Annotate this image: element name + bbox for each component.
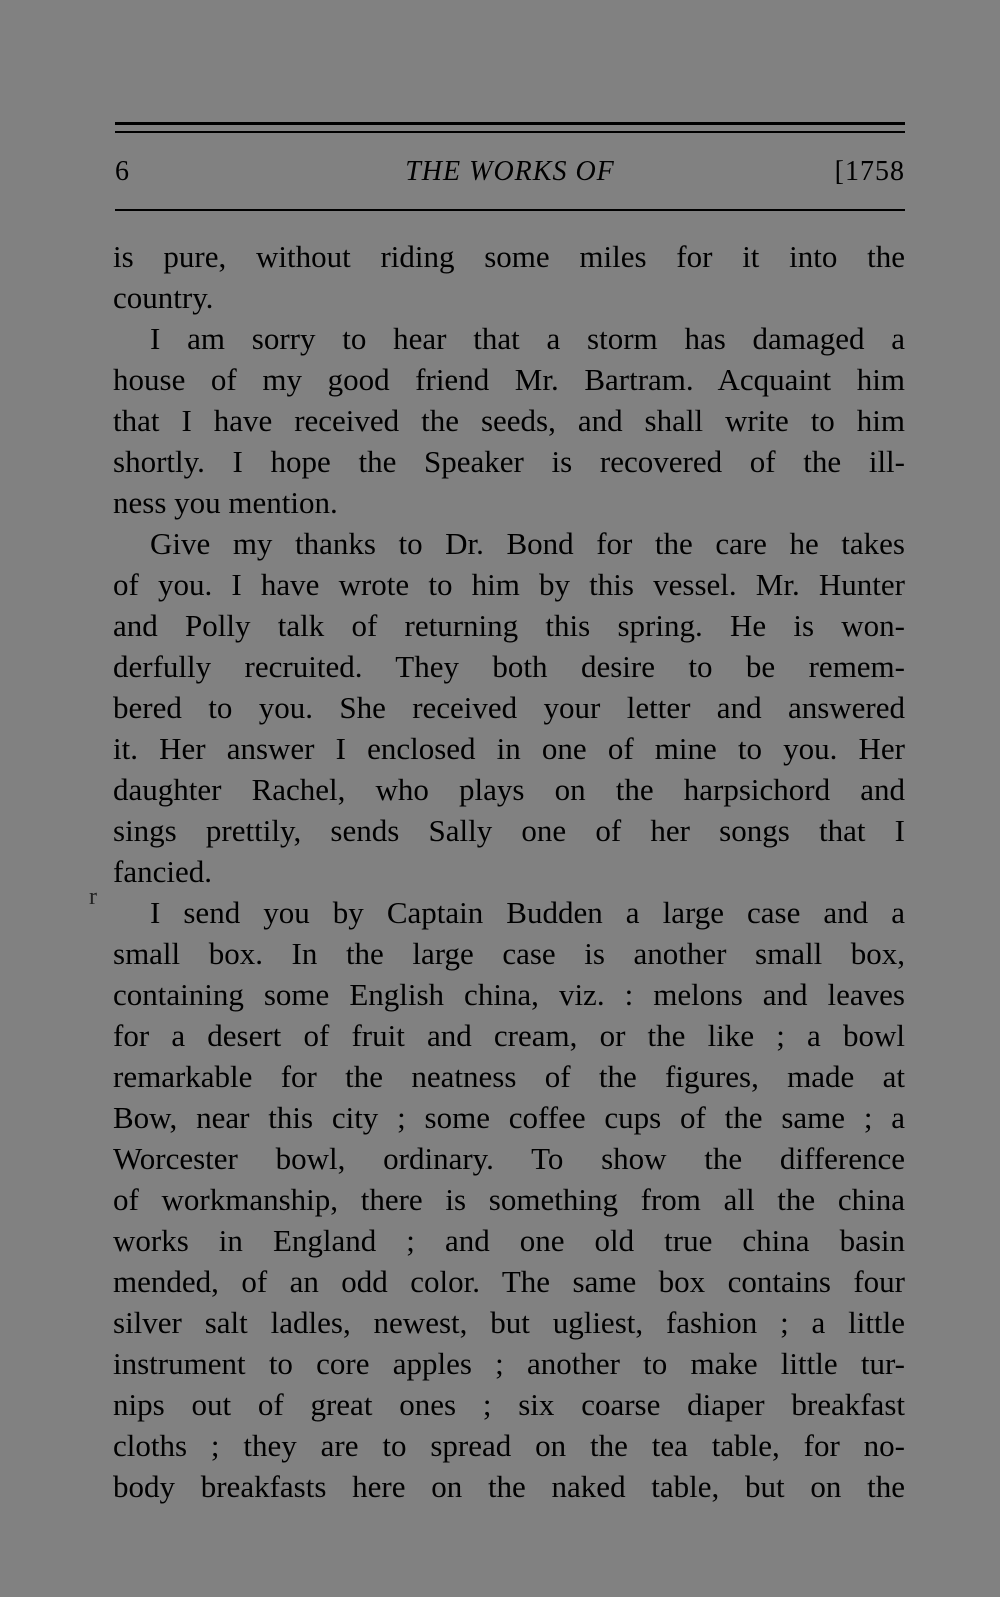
running-header [115, 152, 905, 192]
text-line: it. Her answer I enclosed in one of mine to you. Her [113, 731, 905, 766]
text-line: I send you by Captain Budden a large case and a [150, 895, 905, 930]
text-line: Worcester bowl, ordinary. To show the difference [113, 1141, 905, 1176]
page-number: 6 [115, 156, 129, 187]
text-line: fancied. [113, 854, 212, 889]
top-rule-thin [115, 131, 905, 133]
text-line: shortly. I hope the Speaker is recovered of the ill- [113, 444, 905, 479]
text-line: Bow, near this city ; some coffee cups of the same ; a [113, 1100, 905, 1135]
text-line: I am sorry to hear that a storm has damaged a [150, 321, 905, 356]
text-line: Give my thanks to Dr. Bond for the care he takes [150, 526, 905, 561]
text-line: bered to you. She received your letter and answered [113, 690, 905, 725]
text-line: for a desert of fruit and cream, or the like ; a bowl [113, 1018, 905, 1053]
text-line: works in England ; and one old true china basin [113, 1223, 905, 1258]
text-line: instrument to core apples ; another to make little tur- [113, 1346, 905, 1381]
header-rule [115, 209, 905, 211]
text-line: cloths ; they are to spread on the tea table, for no- [113, 1428, 905, 1463]
text-line: silver salt ladles, newest, but ugliest, fashion ; a little [113, 1305, 905, 1340]
text-line: small box. In the large case is another small box, [113, 936, 905, 971]
text-line: remarkable for the neatness of the figures, made at [113, 1059, 905, 1094]
text-line: that I have received the seeds, and shall write to him [113, 403, 905, 438]
text-line: house of my good friend Mr. Bartram. Acquaint him [113, 362, 905, 397]
text-line: mended, of an odd color. The same box contains four [113, 1264, 905, 1299]
text-line: and Polly talk of returning this spring. He is won- [113, 608, 905, 643]
text-line: is pure, without riding some miles for it into the [113, 239, 905, 274]
text-line: of you. I have wrote to him by this vessel. Mr. Hunter [113, 567, 905, 602]
letter-body [113, 236, 905, 1507]
margin-mark: r [89, 884, 97, 910]
text-line: daughter Rachel, who plays on the harpsichord and [113, 772, 905, 807]
text-line: derfully recruited. They both desire to be remem- [113, 649, 905, 684]
text-line: body breakfasts here on the naked table, but on the [113, 1469, 905, 1504]
header-year: [1758 [834, 156, 905, 187]
top-rule-thick [115, 122, 905, 125]
text-line: nips out of great ones ; six coarse diaper breakfast [113, 1387, 905, 1422]
text-line: country. [113, 280, 214, 315]
text-line: of workmanship, there is something from all the china [113, 1182, 905, 1217]
running-title: THE WORKS OF [405, 156, 615, 187]
text-line: sings prettily, sends Sally one of her songs that I [113, 813, 905, 848]
text-line: containing some English china, viz. : melons and leaves [113, 977, 905, 1012]
text-line: ness you mention. [113, 485, 338, 520]
